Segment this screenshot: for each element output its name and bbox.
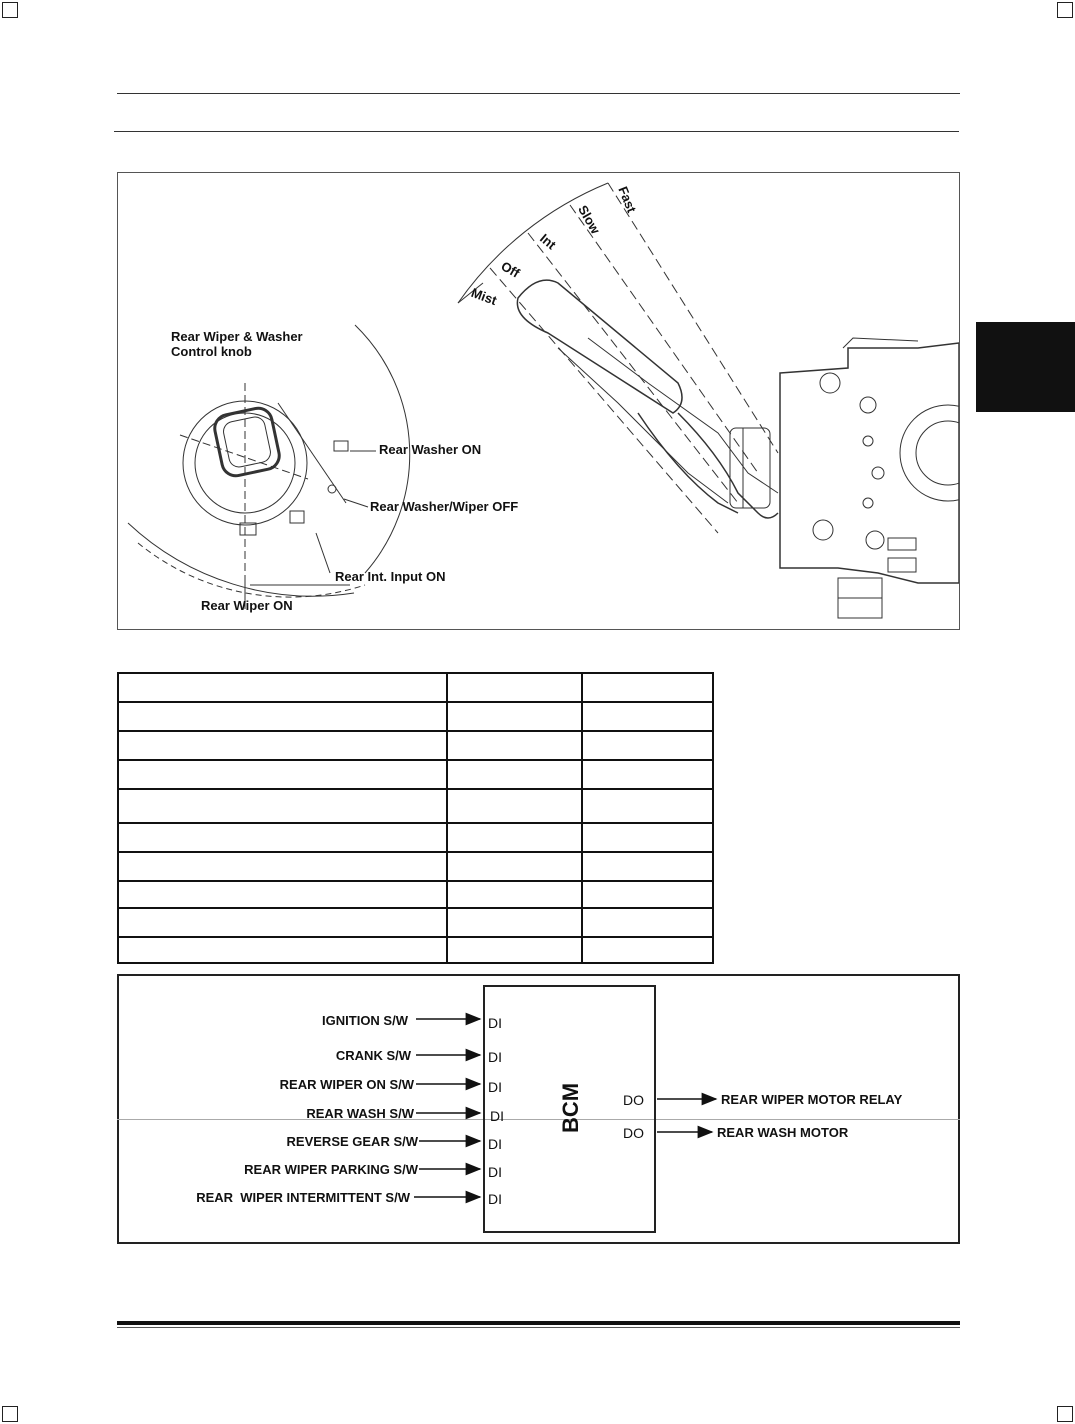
label-mode-int: Int (537, 230, 559, 253)
spec-table (117, 672, 714, 964)
table-row (118, 881, 713, 908)
table-row (118, 852, 713, 881)
input-label-rear-wash: REAR WASH S/W (306, 1106, 414, 1121)
footer-rule-thin (117, 1327, 960, 1328)
output-type-wiper-relay: DO (623, 1092, 644, 1108)
table-row (118, 937, 713, 963)
table-row (118, 702, 713, 731)
table-row (118, 908, 713, 937)
label-rear-wiper-on: Rear Wiper ON (201, 598, 293, 613)
label-mode-fast: Fast (615, 184, 640, 215)
table-row (118, 731, 713, 760)
input-label-reverse-gear: REVERSE GEAR S/W (286, 1134, 418, 1149)
crop-mark-bottom-left (2, 1406, 18, 1422)
footer-rule-thick (117, 1321, 960, 1325)
input-label-crank: CRANK S/W (335, 1048, 411, 1063)
label-mode-slow: Slow (575, 202, 604, 237)
output-label-wash-motor: REAR WASH MOTOR (717, 1125, 849, 1140)
input-type-crank: DI (488, 1049, 502, 1065)
output-label-wiper-relay: REAR WIPER MOTOR RELAY (721, 1092, 903, 1107)
input-type-reverse-gear: DI (488, 1136, 502, 1152)
table-row (118, 760, 713, 789)
header-rule-bottom (114, 131, 959, 132)
label-rear-washer-on: Rear Washer ON (379, 442, 482, 457)
output-type-wash-motor: DO (623, 1125, 644, 1141)
label-rear-washer-wiper-off: Rear Washer/Wiper OFF (370, 499, 519, 514)
knob-title-line1: Rear Wiper & Washer (171, 329, 303, 344)
input-type-rear-wiper-on: DI (488, 1079, 502, 1095)
label-mode-off: Off (498, 258, 523, 281)
label-rear-int-input-on: Rear Int. Input ON (335, 569, 446, 584)
table-row (118, 789, 713, 823)
input-type-rear-wiper-parking: DI (488, 1164, 502, 1180)
input-type-rear-wiper-intermittent: DI (488, 1191, 502, 1207)
header-rule-top (117, 93, 960, 94)
crop-mark-top-left (2, 2, 18, 18)
input-label-ignition: IGNITION S/W (322, 1013, 408, 1028)
knob-title-line2: Control knob (171, 344, 252, 359)
crop-mark-bottom-right (1057, 1406, 1073, 1422)
input-label-rear-wiper-parking: REAR WIPER PARKING S/W (244, 1162, 418, 1177)
crop-mark-top-right (1057, 2, 1073, 18)
input-label-rear-wiper-intermittent: REAR WIPER INTERMITTENT S/W (196, 1190, 410, 1205)
input-type-rear-wash: DI (490, 1108, 504, 1124)
label-mode-mist: Mist (469, 285, 499, 308)
table-row (118, 823, 713, 852)
table-row (118, 673, 713, 702)
section-tab (976, 322, 1075, 412)
input-label-rear-wiper-on: REAR WIPER ON S/W (279, 1077, 414, 1092)
input-type-ignition: DI (488, 1015, 502, 1031)
bcm-title: BCM (558, 1082, 583, 1133)
